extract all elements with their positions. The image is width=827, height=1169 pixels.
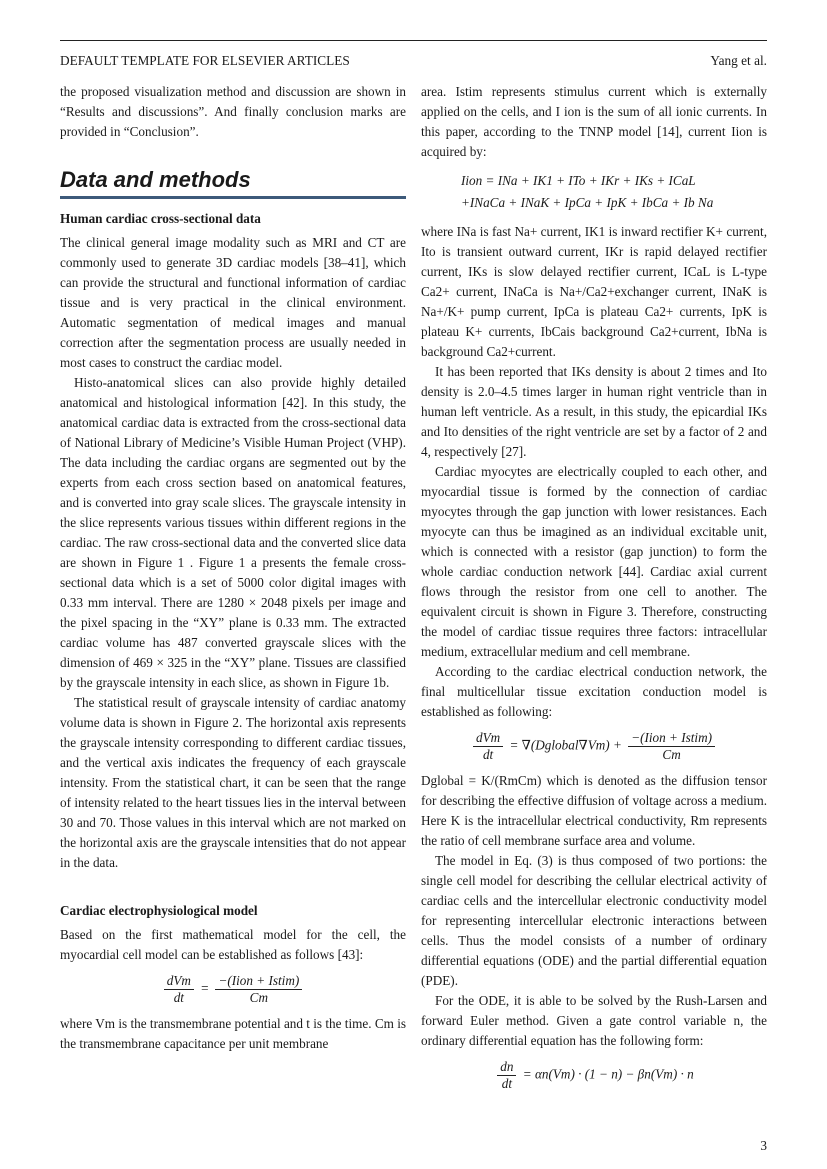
paragraph: The model in Eq. (3) is thus composed of two portions: the single cell model for describing the cellular electrical activity of cardiac cells and the intercellular electronic conductivity model for representing intercellular electronic interactions between cells. Thus the model consists of a number of ordinary differential equations (ODE) and the partial differential equation (PDE). [421, 853, 767, 988]
eq-numerator: dn [497, 1059, 516, 1076]
paragraph: Histo-anatomical slices can also provide highly detailed anatomical and histological information [42]. In this study, the anatomical cardiac data is extracted from the cross-sectional data of National Library of Medicine’s Visible Human Project (VHP). The data including the cardiac organs are segmented out by the experts from each cross section based on anatomical features, and is converted into gray scale slices. The grayscale intensity in the slice represents various tissues within different regions in the cardiac. The raw cross-sectional data and the converted slice data are shown in Figure 1 . Figure 1 a presents the female cross-sectional data which is a set of 5000 color digital images with 0.33 mm interval. There are 1280 × 2048 pixels per image and the pixel spacing in the “XY” plane is 0.33 mm. The extracted cardiac volume has 487 converted grayscale slices with the dimension of 469 × 325 in the “XY” plane. Tissues are classified by the grayscale intensity in each slice, as shown in Figure 1b. [60, 375, 406, 690]
eq-numerator: dVm [473, 730, 503, 747]
section-title: Data and methods [60, 167, 251, 192]
paragraph: The statistical result of grayscale intensity of cardiac anatomy volume data is shown in Figure 2. The horizontal axis represents the grayscale intensity corresponding to different cardiac tissues, and the vertical axis indicates the frequency of each grayscale intensity. From the statistical chart, it can be seen that the range of intensity related to the heart tissues lies in the interval between 30 and 70. Those values in this interval which are not marked on the horizontal axis are the grayscale intensities that do not appear in the data. [60, 695, 406, 870]
eq-denominator: dt [482, 747, 494, 762]
eq-middle: = ∇(Dglobal∇Vm) + [509, 737, 622, 753]
paragraph: It has been reported that IKs density is about 2 times and Ito density is 2.0–4.5 times larger in human right ventricle than in human left ventricle. As a result, in this study, the epicardial IKs and Ito densities of the right ventricle are set by a factor of 2 and 4, respectively [27]. [421, 364, 767, 459]
eq-numerator: −(Iion + Istim) [628, 730, 715, 747]
eq-line: +INaCa + INaK + IpCa + IpK + IbCa + Ib Na [461, 195, 714, 210]
paragraph: The clinical general image modality such as MRI and CT are commonly used to generate 3D cardiac models [38–41], which can provide the structural and functional information of cardiac tissue and is very practical in the clinical environment. Automatic segmentation of medical images and manual correction after the segmentation process are usually needed in most cases to construct the cardiac model. [60, 235, 406, 370]
eq-numerator: dVm [164, 973, 194, 990]
eq-denominator: Cm [662, 747, 681, 762]
header-journal: DEFAULT TEMPLATE FOR ELSEVIER ARTICLES [60, 53, 350, 68]
paragraph: For the ODE, it is able to be solved by the Rush-Larsen and forward Euler method. Given a gate control variable n, the ordinary differential equation has the following form: [421, 993, 767, 1048]
paragraph: Dglobal = K/(RmCm) which is denoted as the diffusion tensor for describing the effective diffusion of voltage across a medium. Here K is the intracellular electrical conductivity, Rm represents the ratio of cell membrane surface area and volume. [421, 773, 767, 848]
equation [421, 1059, 767, 1092]
paragraph: where INa is fast Na+ current, IK1 is inward rectifier K+ current, Ito is transient outward current, IKr is rapid delayed rectifier current, IKs is slow delayed rectifier current, ICaL is L-type Ca2+ current, INaCa is Na+/Ca2+exchanger current, INaK is Na+/K+ pump current, IpCa is plateau Ca2+ currents, IpK is plateau K+ currents, IbCais background Ca2+current, IbNa is background Ca2+current. [421, 224, 767, 359]
right-column [421, 82, 767, 1100]
page-number: 3 [760, 1138, 767, 1153]
subsection-heading: Human cardiac cross-sectional data [60, 211, 261, 226]
paragraph: According to the cardiac electrical conduction network, the final multicellular tissue excitation conduction model is established as following: [421, 664, 767, 719]
header-authors: Yang et al. [710, 53, 767, 68]
intro-paragraph: the proposed visualization method and discussion are shown in “Results and discussions”. And finally conclusion marks are provided in “Conclusion”. [60, 84, 406, 139]
eq-denominator: Cm [249, 990, 268, 1005]
subsection-heading: Cardiac electrophysiological model [60, 903, 258, 918]
eq-denominator: dt [501, 1076, 512, 1091]
left-column [60, 82, 406, 1054]
paragraph: Based on the first mathematical model for the cell, the myocardial cell model can be established as follows [43]: [60, 927, 406, 962]
eq-rhs: = αn(Vm) · (1 − n) − βn(Vm) · n [522, 1066, 694, 1082]
paragraph: Cardiac myocytes are electrically coupled to each other, and myocardial tissue is formed by the connection of cardiac myocytes through the gap junction with lower resistances. Each myocyte can thus be imagined as an individual excitable unit, which is connected with a resistor (gap junction) to form the whole cardiac conduction network [44]. Cardiac axial current flows through the resistor from one cell to another. The equivalent circuit is shown in Figure 3. Therefore, constructing the model of cardiac tissue requires three factors: intracellular medium, extracellular medium and cell membrane. [421, 464, 767, 659]
equation [421, 730, 767, 763]
equation: $\frac{\text{dVm}}{dt}$ = $\frac{\text{−(Iion + Istim)}}{Cm}$ [60, 973, 406, 1006]
eq-denominator: dt [173, 990, 184, 1005]
equation [421, 170, 767, 214]
paragraph: area. Istim represents stimulus current which is externally applied on the cells, and I ion is the sum of all ionic currents. In this paper, according to the TNNP model [14], current Iion is acquired by: [421, 84, 767, 159]
eq-line: Iion = INa + IK1 + ITo + IKr + IKs + ICaL [461, 173, 696, 188]
running-header [60, 40, 767, 69]
paragraph: where Vm is the transmembrane potential and t is the time. Cm is the transmembrane capacitance per unit membrane [60, 1016, 406, 1051]
section-rule [60, 196, 406, 199]
eq-numerator: −(Iion + Istim) [215, 973, 302, 990]
